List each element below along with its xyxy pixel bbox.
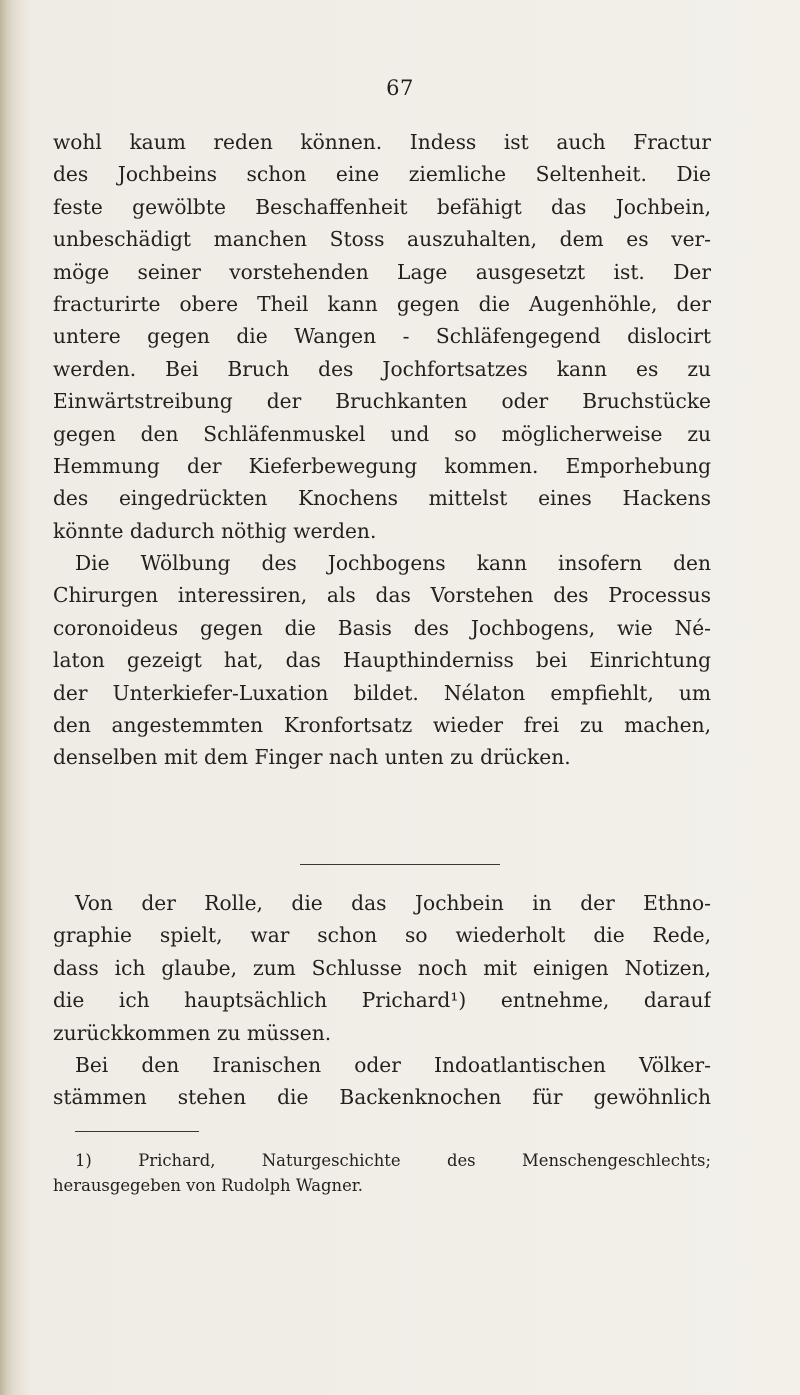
- text-line: des eingedrückten Knochens mittelst eines Hackens: [53, 486, 711, 511]
- text-line: zurückkommen zu müssen.: [53, 1020, 332, 1045]
- ethnography-section: [53, 887, 711, 1114]
- text-line: wohl kaum reden können. Indess ist auch Fractur: [53, 130, 711, 154]
- text-line: stämmen stehen die Backenknochen für gewöhnlich: [53, 1085, 711, 1110]
- text-line: Hemmung der Kieferbewegung kommen. Emporhebung: [53, 453, 711, 478]
- text-line: könnte dadurch nöthig werden.: [53, 518, 377, 543]
- footnote-line: herausgegeben von Rudolph Wagner.: [53, 1176, 364, 1195]
- footnotes: [53, 1148, 711, 1198]
- text-line: des Jochbeins schon eine ziemliche Seltenheit. Die: [53, 162, 711, 187]
- text-line: werden. Bei Bruch des Jochfortsatzes kann es zu: [53, 356, 711, 381]
- text-line: coronoideus gegen die Basis des Jochbogens, wie Né-: [53, 615, 711, 640]
- main-text: [53, 126, 711, 774]
- text-line: den angestemmten Kronfortsatz wieder frei zu machen,: [53, 713, 711, 738]
- text-line: Chirurgen interessiren, als das Vorstehen des Processus: [53, 583, 711, 608]
- text-line: fracturirte obere Theil kann gegen die Augenhöhle, der: [53, 291, 711, 316]
- text-line: Einwärtstreibung der Bruchkanten oder Bruchstücke: [53, 389, 711, 414]
- text-line: denselben mit dem Finger nach unten zu drücken.: [53, 745, 571, 770]
- text-line: der Unterkiefer-Luxation bildet. Nélaton empfiehlt, um: [53, 680, 711, 705]
- text-line: untere gegen die Wangen - Schläfengegend dislocirt: [53, 324, 711, 349]
- text-line: dass ich glaube, zum Schlusse noch mit einigen Notizen,: [53, 955, 711, 980]
- text-line: gegen den Schläfenmuskel und so möglicherweise zu: [53, 421, 711, 446]
- text-line: Von der Rolle, die das Jochbein in der Ethno-: [75, 891, 711, 915]
- footnote-line: 1) Prichard, Naturgeschichte des Menschengeschlechts;: [75, 1151, 711, 1170]
- text-line: unbeschädigt manchen Stoss auszuhalten, dem es ver-: [53, 227, 711, 252]
- text-line: Die Wölbung des Jochbogens kann insofern den: [75, 551, 711, 576]
- page-number: 67: [386, 76, 414, 100]
- text-line: graphie spielt, war schon so wiederholt die Rede,: [53, 923, 711, 948]
- text-line: laton gezeigt hat, das Haupthinderniss bei Einrichtung: [53, 648, 711, 673]
- section-divider: [300, 864, 500, 865]
- text-line: die ich hauptsächlich Prichard¹) entnehme, darauf: [53, 988, 711, 1013]
- footnote-divider: [75, 1131, 199, 1132]
- page-edge-shadow: [0, 0, 12, 1395]
- text-line: möge seiner vorstehenden Lage ausgesetzt ist. Der: [53, 259, 711, 284]
- text-line: Bei den Iranischen oder Indoatlantischen Völker-: [75, 1052, 711, 1077]
- text-line: feste gewölbte Beschaffenheit befähigt das Jochbein,: [53, 194, 711, 219]
